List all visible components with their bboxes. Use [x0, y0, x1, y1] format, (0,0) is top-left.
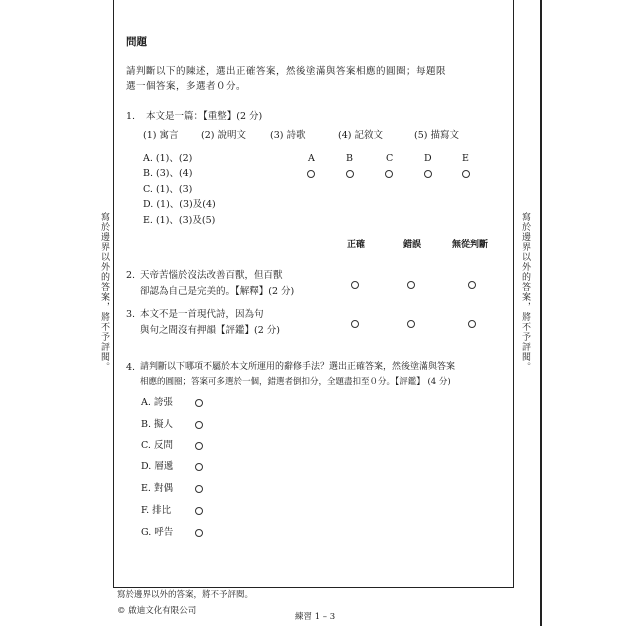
page-right-edge: [540, 0, 542, 626]
q4-bubble-f[interactable]: [195, 507, 203, 515]
bottom-margin-line: [113, 587, 514, 588]
q1-letter-e: E: [462, 153, 469, 164]
q3-line-2: 與句之間沒有押韻【評鑑】(2 分): [140, 325, 280, 336]
q1-option: (5) 描寫文: [414, 130, 459, 141]
q1-answer-bubble-c[interactable]: [385, 170, 393, 178]
q1-option: (3) 詩歌: [270, 130, 306, 141]
q2-bubble-wrong[interactable]: [407, 281, 415, 289]
q1-letter-b: B: [346, 153, 353, 164]
section-title: 問題: [126, 36, 147, 48]
q1-answer-bubble-a[interactable]: [307, 170, 315, 178]
q1-answer-bubble-e[interactable]: [462, 170, 470, 178]
q4-bubble-b[interactable]: [195, 421, 203, 429]
q1-choice: E. (1)、(3)及(5): [143, 215, 216, 226]
instructions-line-2: 選一個答案，多選者０分。: [126, 81, 247, 92]
q2-bubble-correct[interactable]: [351, 281, 359, 289]
left-margin-note: 寫於邊界以外的答案，將不予評閱。: [99, 212, 109, 372]
q3-line-1: 本文不是一首現代詩，因為句: [140, 309, 264, 320]
q4-bubble-c[interactable]: [195, 442, 203, 450]
q4-option: A. 誇張: [141, 397, 173, 408]
footer-copyright: © 啟迪文化有限公司: [117, 606, 197, 616]
q4-line-2: 相應的圓圈；答案可多選於一個，錯選者倒扣分，全題盡扣至０分。【評鑑】 (4 分): [140, 377, 451, 387]
q1-letter-a: A: [308, 153, 315, 164]
q2-number: 2.: [126, 270, 136, 281]
q4-bubble-a[interactable]: [195, 399, 203, 407]
q1-choice: D. (1)、(3)及(4): [143, 199, 216, 210]
q4-line-1: 請判斷以下哪項不屬於本文所運用的辭修手法？選出正確答案，然後塗滿與答案: [140, 362, 456, 372]
q4-option: D. 層遞: [141, 461, 174, 472]
q4-option: C. 反問: [141, 440, 173, 451]
page-number: 練習 1 – 3: [295, 612, 336, 622]
q1-number: 1.: [126, 111, 136, 122]
q3-bubble-correct[interactable]: [351, 320, 359, 328]
q1-letter-c: C: [386, 153, 394, 164]
header-correct: 正確: [347, 240, 366, 250]
q4-option: B. 擬人: [141, 419, 174, 430]
q1-stem: 本文是一篇：【重整】(2 分): [146, 111, 263, 122]
q3-number: 3.: [126, 309, 136, 320]
right-margin-note: 寫於邊界以外的答案，將不予評閱。: [520, 212, 530, 372]
q2-bubble-cannot-judge[interactable]: [468, 281, 476, 289]
header-cannot-judge: 無從判斷: [452, 240, 489, 250]
footer-note: 寫於邊界以外的答案，將不予評閱。: [117, 590, 254, 600]
q1-option: (2) 說明文: [201, 130, 246, 141]
q2-line-1: 天帝苦惱於沒法改善百獸，但百獸: [140, 270, 283, 281]
q3-bubble-wrong[interactable]: [407, 320, 415, 328]
header-wrong: 錯誤: [403, 240, 422, 250]
q4-option: F. 排比: [141, 505, 172, 516]
q4-number: 4.: [126, 362, 136, 373]
q4-option: E. 對偶: [141, 483, 173, 494]
q4-bubble-g[interactable]: [195, 529, 203, 537]
q1-option: (1) 寓言: [143, 130, 179, 141]
left-margin-line: [113, 0, 114, 588]
q4-bubble-e[interactable]: [195, 485, 203, 493]
q4-option: G. 呼告: [141, 527, 174, 538]
q1-choice: A. (1)、(2): [143, 153, 193, 164]
q1-choice: B. (3)、(4): [143, 168, 193, 179]
q2-line-2: 卻認為自己是完美的。【解釋】(2 分): [140, 286, 295, 297]
q4-bubble-d[interactable]: [195, 463, 203, 471]
q1-choice: C. (1)、(3): [143, 184, 193, 195]
right-margin-line: [513, 0, 514, 588]
q1-answer-bubble-d[interactable]: [424, 170, 432, 178]
instructions-line-1: 請判斷以下的陳述，選出正確答案，然後塗滿與答案相應的圓圈；每題限: [126, 66, 447, 77]
q3-bubble-cannot-judge[interactable]: [468, 320, 476, 328]
q1-answer-bubble-b[interactable]: [346, 170, 354, 178]
q1-option: (4) 記敘文: [338, 130, 383, 141]
q1-letter-d: D: [424, 153, 432, 164]
